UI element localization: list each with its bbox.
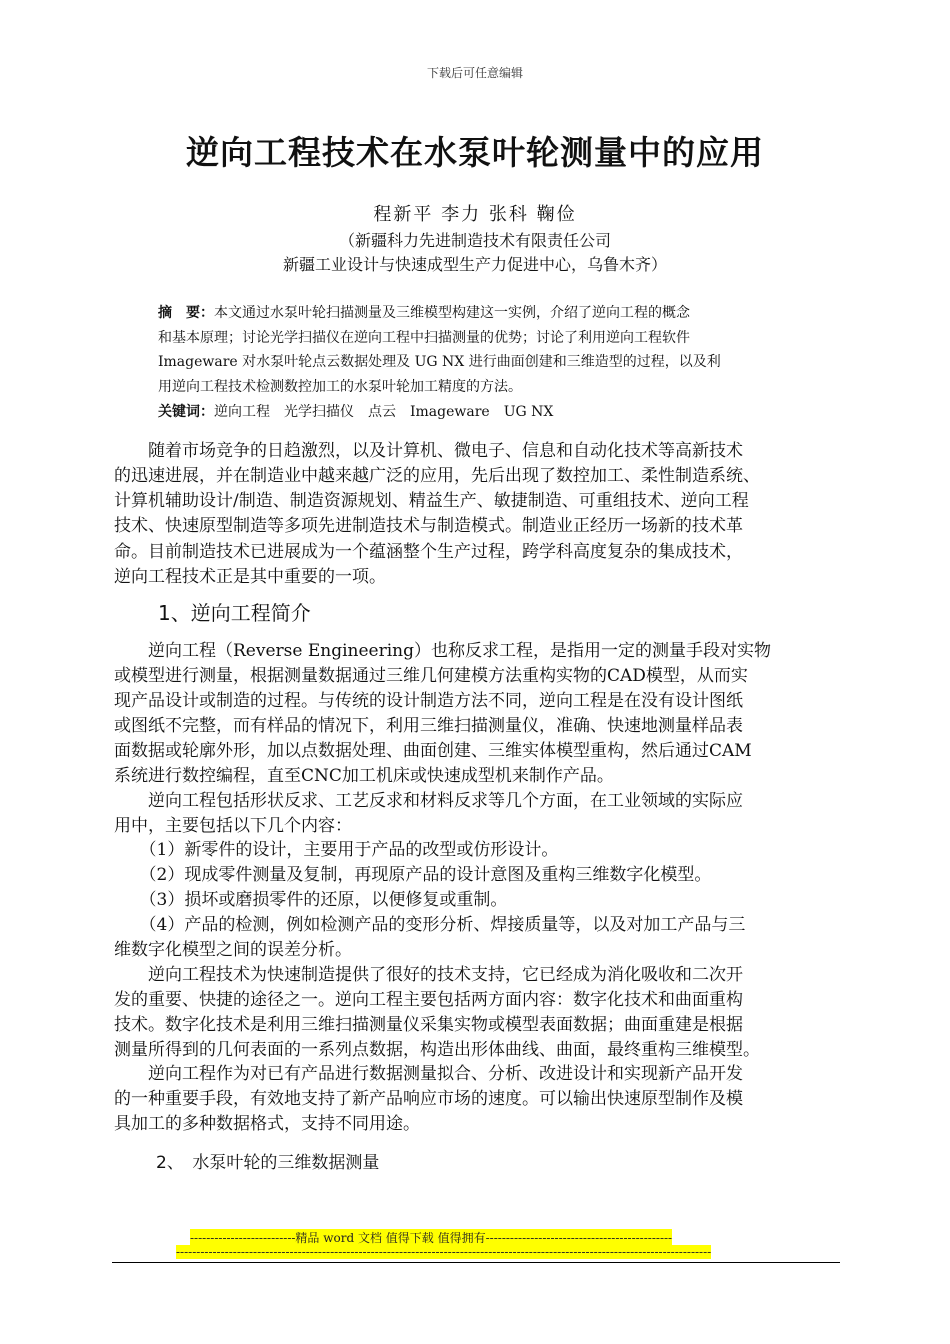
intro-line: 命。目前制造技术已进展成为一个蕴涵整个生产过程，跨学科高度复杂的集成技术， — [114, 542, 743, 562]
body-line: 测量所得到的几何表面的一系列点数据，构造出形体曲线、曲面，最终重构三维模型。 — [114, 1040, 760, 1060]
authors: 程新平 李力 张科 鞠俭 — [373, 204, 577, 225]
list-item-1: （1）新零件的设计，主要用于产品的改型或仿形设计。 — [114, 840, 559, 860]
abstract-line-4: 用逆向工程技术检测数控加工的水泵叶轮加工精度的方法。 — [158, 379, 522, 395]
body-line: 现产品设计或制造的过程。与传统的设计制造方法不同，逆向工程是在没有设计图纸 — [114, 691, 743, 711]
abstract-text: 本文通过水泵叶轮扫描测量及三维模型构建这一实例，介绍了逆向工程的概念 — [214, 305, 690, 321]
intro-line: 技术、快速原型制造等多项先进制造技术与制造模式。制造业正经历一场新的技术革 — [114, 516, 743, 536]
keywords-line — [158, 401, 553, 421]
body-line: 逆向工程作为对已有产品进行数据测量拟合、分析、改进设计和实现新产品开发 — [114, 1064, 743, 1084]
list-item-3: （3）损坏或磨损零件的还原，以便修复或重制。 — [114, 890, 508, 910]
body-line: 维数字化模型之间的误差分析。 — [114, 940, 352, 960]
body-line: 逆向工程技术为快速制造提供了很好的技术支持，它已经成为消化吸收和二次开 — [114, 965, 743, 985]
body-line: 或图纸不完整，而有样品的情况下，利用三维扫描测量仪，准确、快速地测量样品表 — [114, 716, 743, 736]
footer-dashes: ------------------------------------------------------------------------------------------------------------------------------------ — [176, 1245, 712, 1259]
body-line: 逆向工程（Reverse Engineering）也称反求工程，是指用一定的测量手段对实物 — [114, 641, 771, 661]
affiliation-line-1: （新疆科力先进制造技术有限责任公司 — [338, 231, 611, 250]
intro-line: 随着市场竞争的日趋激烈，以及计算机、微电子、信息和自动化技术等高新技术 — [114, 441, 743, 461]
body-line: 发的重要、快捷的途径之一。逆向工程主要包括两方面内容：数字化技术和曲面重构 — [114, 990, 743, 1010]
footer-banner: --------------------------精品 word 文档 值得下载 值得拥有---------------------------------------------- — [190, 1231, 673, 1245]
abstract-label: 摘 要： — [158, 305, 214, 321]
affiliation-line-2: 新疆工业设计与快速成型生产力促进中心，乌鲁木齐） — [282, 255, 667, 274]
body-line: 逆向工程包括形状反求、工艺反求和材料反求等几个方面，在工业领域的实际应 — [114, 791, 743, 811]
list-item-4: （4）产品的检测，例如检测产品的变形分析、焊接质量等，以及对加工产品与三 — [114, 915, 746, 935]
abstract-line-2: 和基本原理；讨论光学扫描仪在逆向工程中扫描测量的优势；讨论了利用逆向工程软件 — [158, 330, 690, 346]
body-line: 系统进行数控编程，直至CNC加工机床或快速成型机来制作产品。 — [114, 766, 614, 786]
document-title: 逆向工程技术在水泵叶轮测量中的应用 — [186, 133, 764, 172]
list-item-2: （2）现成零件测量及复制，再现原产品的设计意图及重构三维数字化模型。 — [114, 865, 712, 885]
intro-line: 计算机辅助设计/制造、制造资源规划、精益生产、敏捷制造、可重组技术、逆向工程 — [114, 491, 749, 511]
footer-rule — [112, 1262, 840, 1263]
intro-line: 的迅速进展，并在制造业中越来越广泛的应用，先后出现了数控加工、柔性制造系统、 — [114, 466, 760, 486]
header-note: 下载后可任意编辑 — [426, 66, 523, 80]
keywords-label: 关键词： — [158, 404, 214, 420]
body-line: 具加工的多种数据格式，支持不同用途。 — [114, 1114, 420, 1134]
keywords-text: 逆向工程 光学扫描仪 点云 Imageware UG NX — [214, 404, 554, 420]
intro-line: 逆向工程技术正是其中重要的一项。 — [114, 567, 386, 587]
body-line: 用中，主要包括以下几个内容： — [114, 816, 352, 836]
body-line: 技术。数字化技术是利用三维扫描测量仪采集实物或模型表面数据；曲面重建是根据 — [114, 1015, 743, 1035]
section-1-heading: 1、逆向工程简介 — [158, 601, 311, 625]
body-line: 面数据或轮廓外形，加以点数据处理、曲面创建、三维实体模型重构，然后通过CAM — [114, 741, 752, 761]
abstract-line-1 — [158, 302, 690, 322]
section-2-heading: 2、 水泵叶轮的三维数据测量 — [156, 1153, 380, 1173]
body-line: 的一种重要手段，有效地支持了新产品响应市场的速度。可以输出快速原型制作及模 — [114, 1089, 743, 1109]
body-line: 或模型进行测量，根据测量数据通过三维几何建模方法重构实物的CAD模型，从而实 — [114, 666, 748, 686]
abstract-line-3: Imageware 对水泵叶轮点云数据处理及 UG NX 进行曲面创建和三维造型的过程，以及利 — [158, 354, 721, 370]
